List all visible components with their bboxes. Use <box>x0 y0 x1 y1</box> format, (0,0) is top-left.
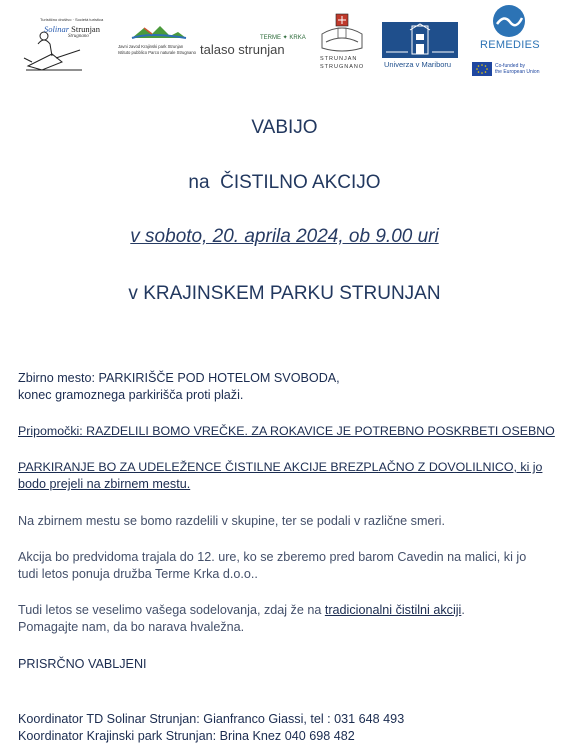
parking-line2: bodo prejeli na zbirnem mestu. <box>18 477 191 491</box>
univerza-logo <box>382 22 460 70</box>
coordinator-1: Koordinator TD Solinar Strunjan: Gianfranco Giassi, tel : 031 648 493 <box>18 712 405 726</box>
university-building-icon <box>382 22 458 58</box>
eu-line1: Co-funded by <box>495 63 526 69</box>
solinar-top: Turistično društvo · Società turistica <box>40 17 104 22</box>
invite-title: VABIJO <box>251 117 318 138</box>
tools-note: Pripomočki: RAZDELILI BOMO VREČKE. ZA ROKAVICE JE POTREBNO POSKRBETI OSEBNO <box>18 424 555 438</box>
solinar-name2: Strunjan <box>71 24 100 34</box>
thanks-note <box>18 602 558 636</box>
solinar-name1: Solinar <box>44 24 70 34</box>
talaso-logo <box>200 34 308 64</box>
talaso-brand: talaso strunjan <box>200 42 285 57</box>
park-line2: Istituto pubblico Parco naturale Strugnano <box>118 50 196 55</box>
meeting-line2: konec gramoznega parkirišča proti plaži. <box>18 388 244 402</box>
closing: PRISRČNO VABLJENI <box>18 657 147 671</box>
crest-icon <box>316 12 370 56</box>
solinar-logo <box>22 14 110 72</box>
duration-line1: Akcija bo predvidoma trajala do 12. ure, ko se zberemo pred barom Cavedin na malici, ki jo <box>18 550 527 564</box>
duration-line2: tudi letos ponuja družba Terme Krka d.o.o.. <box>18 567 258 581</box>
park-wave-icon <box>130 24 210 42</box>
eu-line2: the European Union <box>495 69 540 75</box>
logo-strip <box>0 0 569 84</box>
event-date-text: v soboto, 20. aprila 2024, ob 9.00 uri <box>130 226 439 247</box>
solinar-name <box>44 24 100 34</box>
talaso-terme: TERME <box>260 35 281 41</box>
meeting-line1: Zbirno mesto: PARKIRIŠČE POD HOTELOM SVOBODA, <box>18 371 340 385</box>
coordinator-2: Koordinator Krajinski park Strunjan: Brina Knez 040 698 482 <box>18 729 355 743</box>
eu-flag-icon <box>472 62 492 76</box>
remedies-wave-icon <box>492 4 526 38</box>
coordinators <box>18 711 558 745</box>
park-line1: Javni zavod Krajinski park Strunjan <box>118 44 184 49</box>
thanks-line1 <box>18 602 558 619</box>
park-logo <box>118 24 198 58</box>
meeting-point <box>18 370 558 404</box>
parking-note <box>18 459 558 493</box>
strugnano-line2: STRUGNANO <box>320 64 365 70</box>
event-place: v KRAJINSKEM PARKU STRUNJAN <box>128 283 441 304</box>
groups-note: Na zbirnem mestu se bomo razdelili v skupine, ter se podali v različne smeri. <box>18 514 445 528</box>
univerza-label: Univerza v Mariboru <box>384 60 452 69</box>
talaso-terme-krka <box>260 34 306 41</box>
tradition-link[interactable]: tradicionalni čistilni akciji <box>324 603 462 617</box>
thanks-line2: Pomagajte nam, da bo narava hvaležna. <box>18 620 245 634</box>
parking-line1: PARKIRANJE BO ZA UDELEŽENCE ČISTILNE AKCIJE BREZPLAČNO Z DOVOLILNICO, ki jo <box>18 460 543 474</box>
duration-note <box>18 549 558 583</box>
talaso-star-icon: ✦ <box>282 35 288 41</box>
talaso-krka: KRKA <box>289 35 306 41</box>
thanks-line1-a: Tudi letos se veselimo vašega sodelovanja, zdaj že na <box>18 603 325 617</box>
remedies-label: REMEDIES <box>480 39 540 51</box>
solinar-name3: Strugnano <box>68 34 89 39</box>
remedies-logo <box>470 4 550 80</box>
invite-subtitle: na ČISTILNO AKCIJO <box>188 172 381 193</box>
event-date <box>0 226 569 248</box>
strugnano-line1: STRUNJAN <box>320 56 358 62</box>
thanks-line1-c: . <box>461 603 465 617</box>
strugnano-logo <box>316 12 370 72</box>
